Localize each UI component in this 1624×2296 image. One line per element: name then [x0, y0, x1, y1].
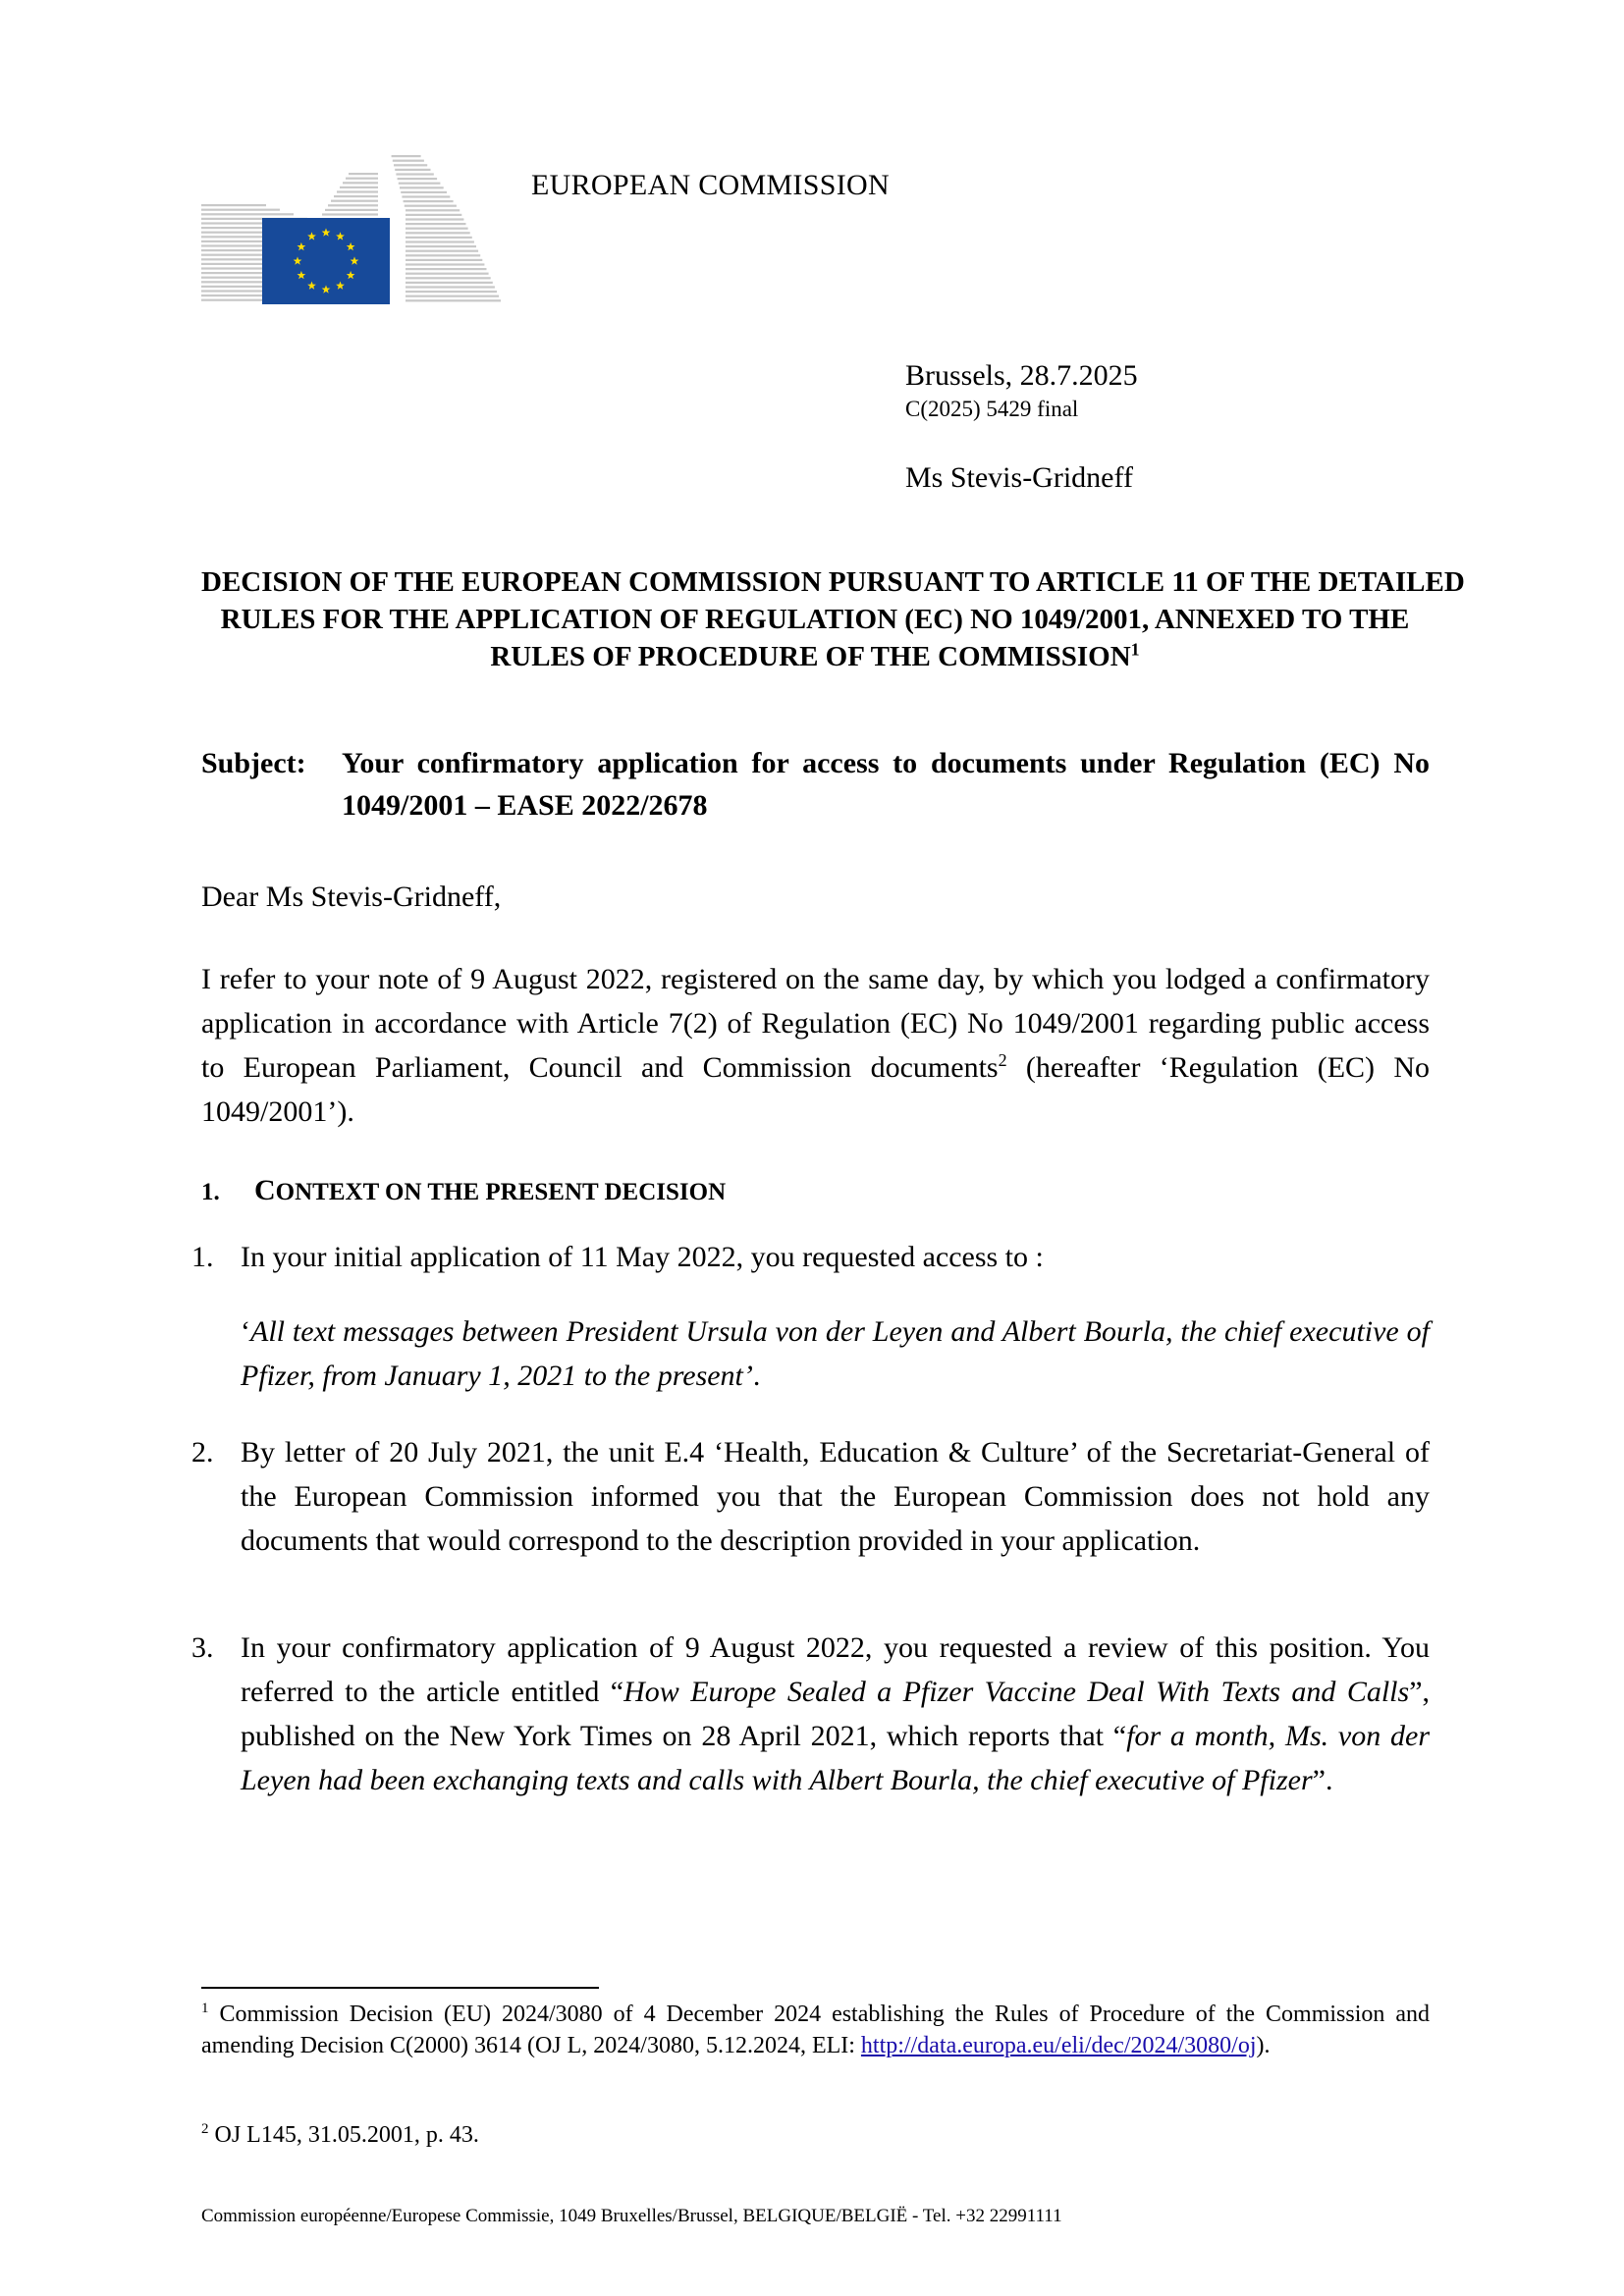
place-date: Brussels, 28.7.2025 [905, 359, 1138, 392]
subject-text: Your confirmatory application for access to documents under Regulation (EC) No 1049/2001 – EASE 2022/2678 [342, 747, 1430, 822]
footnote-ref-2[interactable]: 2 [998, 1050, 1007, 1070]
intro-text: I refer to your note of 9 August 2022, registered on the same day, by which you lodged a confirmatory application in accordance with Article 7(2) of Regulation (EC) No 1049/2001 regarding public access to European Parliament, Council and Commission documents [201, 963, 1430, 1084]
decision-title-line-3 [201, 638, 1429, 675]
organization-name: EUROPEAN COMMISSION [531, 169, 890, 201]
requested-documents-quote [241, 1309, 1430, 1398]
subject-label: Subject: [201, 747, 306, 779]
intro-paragraph [201, 957, 1430, 1134]
item-text-part-2: ”, published on the New York Times on 28 April 2021, which reports that “ [241, 1676, 1431, 1752]
section-title: ONTEXT ON THE PRESENT DECISION [275, 1179, 727, 1205]
subject-block [201, 742, 1430, 827]
section-number: 1. [201, 1179, 220, 1205]
decision-title-line-1: DECISION OF THE EUROPEAN COMMISSION PURSUANT TO ARTICLE 11 OF THE DETAILED [201, 566, 1465, 598]
article-quote: for a month, Ms. von der Leyen had been exchanging texts and calls with Albert Bourla, the chief executive of Pfizer [241, 1720, 1430, 1796]
footnote-2 [201, 2119, 1430, 2151]
section-heading-1 [201, 1174, 726, 1207]
numbered-item-3 [191, 1626, 1430, 1802]
document-reference: C(2025) 5429 final [905, 397, 1079, 421]
footnote-number: 2 [201, 2121, 209, 2137]
eli-link[interactable]: http://data.europa.eu/eli/dec/2024/3080/oj [860, 2033, 1257, 2058]
item-text: By letter of 20 July 2021, the unit E.4 ‘Health, Education & Culture’ of the Secretariat-General of the European Commission informed you that the European Commission does not hold any documents that would correspond to the description provided in your application. [241, 1436, 1430, 1557]
footnote-text-after: ). [1256, 2033, 1271, 2058]
article-title: How Europe Sealed a Pfizer Vaccine Deal With Texts and Calls [623, 1676, 1410, 1708]
page-footer: Commission européenne/Europese Commissie, 1049 Bruxelles/Brussel, BELGIQUE/BELGIË - Tel. +32 22991111 [201, 2206, 1062, 2226]
footnote-number: 1 [201, 2001, 209, 2016]
footnote-text: OJ L145, 31.05.2001, p. 43. [214, 2122, 479, 2148]
numbered-item-1 [191, 1235, 1430, 1279]
footnote-1 [201, 1999, 1430, 2061]
item-text [241, 1626, 1430, 1802]
footnote-ref-1[interactable]: 1 [1130, 639, 1140, 660]
numbered-item-2 [191, 1430, 1430, 1563]
item-number: 1. [191, 1241, 214, 1273]
eu-flag-berlaymont-logo [201, 153, 501, 304]
quote-open: ‘ [241, 1315, 250, 1348]
decision-title-line-3-text: RULES OF PROCEDURE OF THE COMMISSION [490, 641, 1131, 672]
quote-text: All text messages between President Ursula von der Leyen and Albert Bourla, the chief executive of Pfizer, from January 1, 2021 to the present’ [241, 1315, 1430, 1392]
item-number: 2. [191, 1436, 214, 1468]
decision-title [201, 563, 1465, 675]
decision-title-line-2: RULES FOR THE APPLICATION OF REGULATION (EC) NO 1049/2001, ANNEXED TO THE [220, 604, 1410, 635]
footnote-separator [201, 1987, 599, 1989]
intro-text-after: (hereafter ‘Regulation (EC) No 1049/2001’). [201, 1051, 1430, 1128]
salutation: Dear Ms Stevis-Gridneff, [201, 881, 502, 913]
item-text-part-1: In your confirmatory application of 9 August 2022, you requested a review of this position. You referred to the article entitled “ [241, 1631, 1430, 1708]
recipient: Ms Stevis-Gridneff [905, 461, 1133, 494]
section-title-first-letter: C [254, 1174, 276, 1206]
footnote-text: Commission Decision (EU) 2024/3080 of 4 December 2024 establishing the Rules of Procedure of the Commission and amending Decision C(2000) 3614 (OJ L, 2024/3080, 5.12.2024, ELI: [201, 2002, 1430, 2058]
item-number: 3. [191, 1631, 214, 1664]
item-text-part-3: ”. [1312, 1764, 1333, 1796]
european-commission-logo [201, 153, 501, 304]
item-text: In your initial application of 11 May 2022, you requested access to : [241, 1241, 1044, 1273]
quote-close: . [752, 1360, 761, 1392]
